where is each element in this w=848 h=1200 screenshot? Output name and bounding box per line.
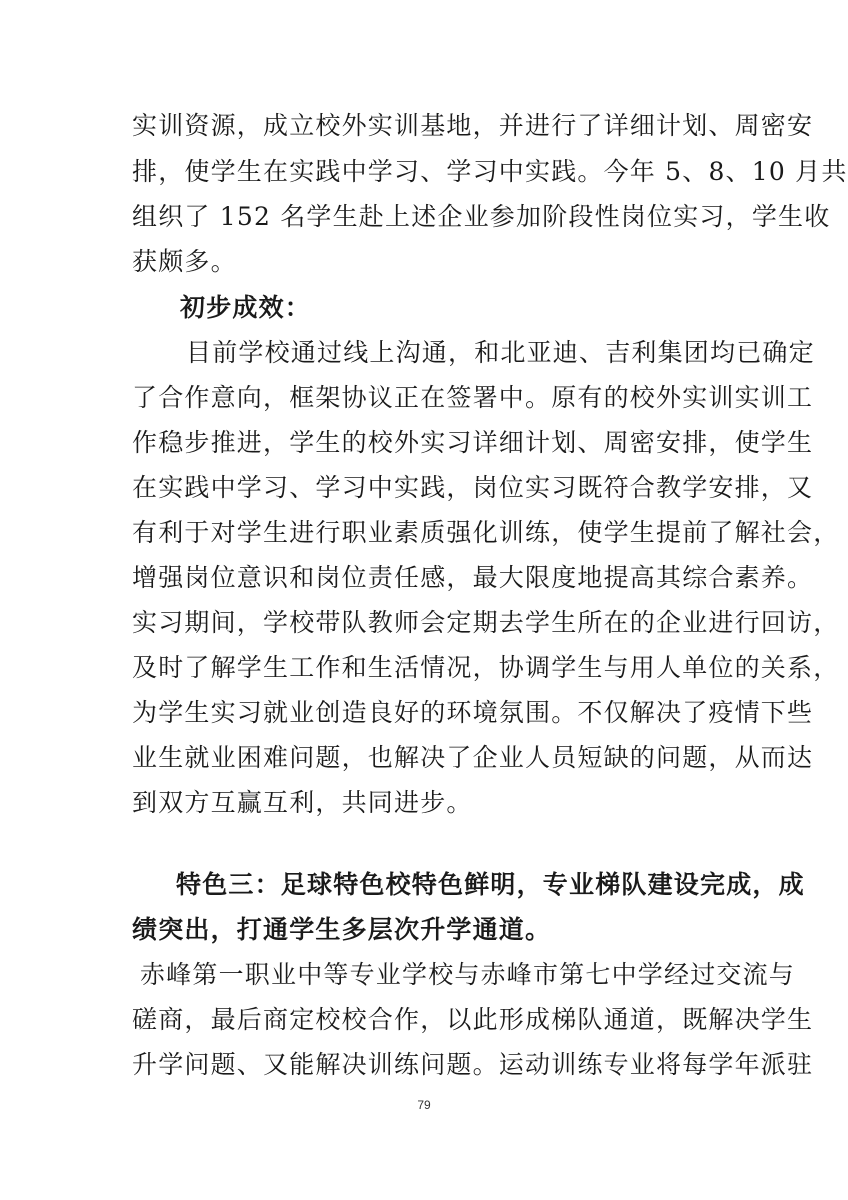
paragraph-2-line-8: 及时了解学生工作和生活情况，协调学生与用人单位的关系， [132,653,840,682]
paragraph-2-line-6: 增强岗位意识和岗位责任感，最大限度地提高其综合素养。 [132,563,814,592]
paragraph-2-line-11: 到双方互赢互利，共同进步。 [132,788,473,817]
section-heading-line-1: 特色三：足球特色校特色鲜明，专业梯队建设完成，成 [176,870,805,899]
paragraph-2-line-7: 实习期间，学校带队教师会定期去学生所在的企业进行回访， [132,608,840,637]
paragraph-2-line-5: 有利于对学生进行职业素质强化训练，使学生提前了解社会， [132,518,840,547]
paragraph-2-line-4: 在实践中学习、学习中实践，岗位实习既符合教学安排，又 [132,473,814,502]
paragraph-3-line-2: 磋商，最后商定校校合作，以此形成梯队通道，既解决学生 [132,1005,814,1034]
paragraph-3-line-1: 赤峰第一职业中等专业学校与赤峰市第七中学经过交流与 [140,960,796,989]
section-heading-line-2: 绩突出，打通学生多层次升学通道。 [132,915,552,944]
paragraph-2-line-2: 了合作意向，框架协议正在签署中。原有的校外实训实训工 [132,383,814,412]
paragraph-2-line-9: 为学生实习就业创造良好的环境氛围。不仅解决了疫情下些 [132,698,814,727]
paragraph-1-line-4: 获颇多。 [132,247,237,276]
paragraph-3-line-3: 升学问题、又能解决训练问题。运动训练专业将每学年派驻 [132,1050,814,1079]
paragraph-1-line-2: 排，使学生在实践中学习、学习中实践。今年 5、8、10 月共 [132,157,848,186]
paragraph-2-line-3: 作稳步推进，学生的校外实习详细计划、周密安排，使学生 [132,428,814,457]
paragraph-1-line-3: 组织了 152 名学生赴上述企业参加阶段性岗位实习，学生收 [132,202,831,231]
page-number: 79 [417,1098,431,1112]
subheading-initial-results: 初步成效： [180,293,312,322]
paragraph-2-line-10: 业生就业困难问题，也解决了企业人员短缺的问题，从而达 [132,743,814,772]
paragraph-2-line-1: 目前学校通过线上沟通，和北亚迪、吉利集团均已确定 [186,338,815,367]
paragraph-1-line-1: 实训资源，成立校外实训基地，并进行了详细计划、周密安 [132,111,814,140]
